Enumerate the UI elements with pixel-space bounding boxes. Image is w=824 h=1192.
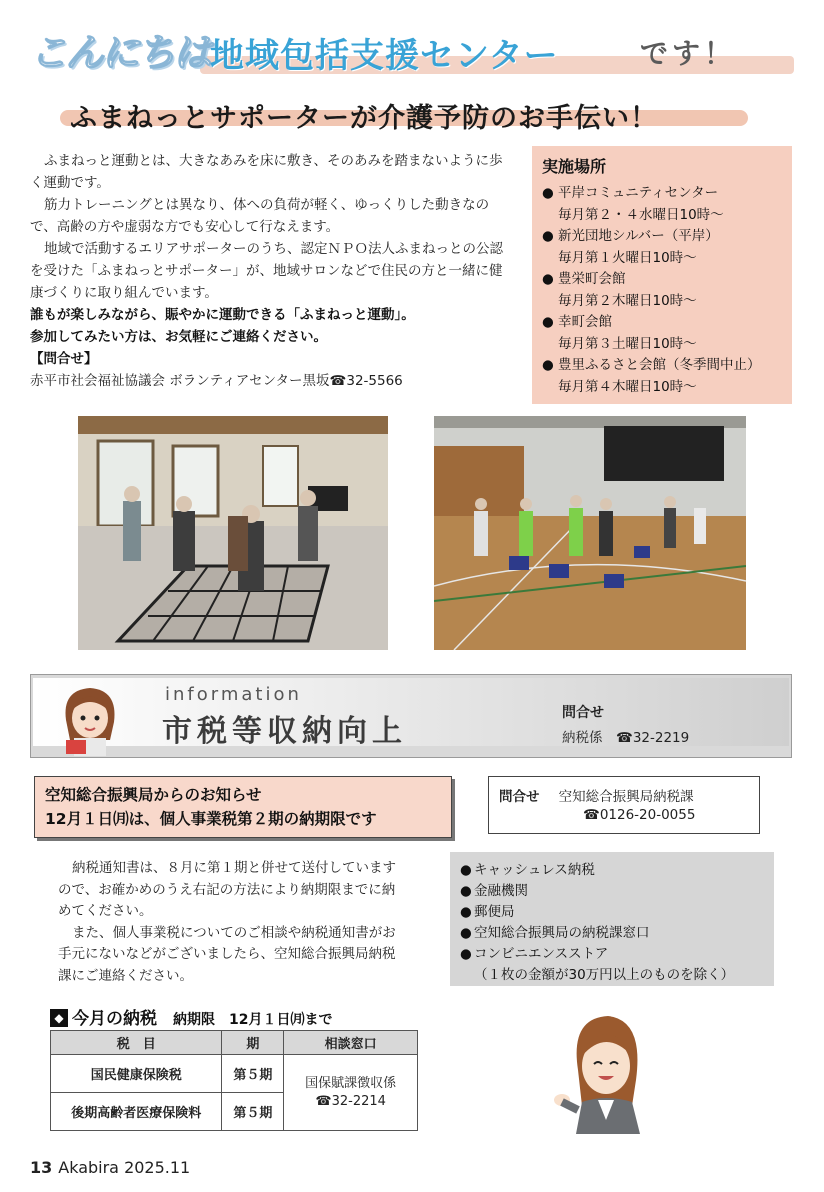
bullet-icon: ● — [460, 925, 472, 941]
info-label: information — [165, 684, 302, 705]
intro-bold-2: 参加してみたい方は、お気軽にご連絡ください。 — [30, 329, 327, 345]
bullet-icon: ● — [460, 904, 472, 920]
header-suffix: です！ — [640, 37, 737, 70]
table-header-row — [51, 1031, 418, 1055]
venue-item — [542, 183, 782, 226]
window-name: 国保賦課徴収係 — [305, 1075, 397, 1091]
header-center-name: 地域包括支援センター — [210, 36, 559, 76]
notice-box — [34, 776, 452, 838]
venue-name: 新光団地シルバー（平岸） — [558, 228, 719, 244]
info-title: 市税等収納向上 — [162, 714, 407, 749]
venue-name: 平岸コミュニティセンター — [558, 185, 719, 201]
venue-schedule: 毎月第４木曜日10時～ — [558, 378, 697, 395]
list-item: ● 金融機関 — [460, 881, 764, 902]
bullet-icon: ● — [542, 271, 554, 287]
venue-title: 実施場所 — [542, 157, 607, 176]
list-item: ● キャッシュレス納税 — [460, 860, 764, 881]
tax-month-heading — [50, 1004, 332, 1029]
venue-item — [542, 312, 782, 355]
table-cell-window — [284, 1055, 418, 1131]
venue-item — [542, 269, 782, 312]
table-cell-period: 第５期 — [222, 1055, 284, 1093]
tax-month-title: 今月の納税 — [72, 1009, 157, 1029]
intro-paragraph-3: 地域で活動するエリアサポーターのうち、認定ＮＰＯ法人ふまねっとの公認を受けた「ふまねっとサポーター」が、地域サロンなどで住民の方と一緒に健康づくりに取り組んでいます。 — [30, 241, 503, 301]
intro-contact-text: 赤平市社会福祉協議会 ボランティアセンター黒坂☎32-5566 — [30, 373, 403, 389]
venue-item — [542, 355, 782, 398]
notice-contact-heading: 問合せ — [499, 789, 540, 805]
payment-methods-note: （１枚の金額が30万円以上のものを除く） — [474, 967, 735, 983]
woman-guide-icon — [548, 1010, 658, 1134]
page-footer — [30, 1158, 190, 1177]
notice-contact-tel: ☎0126-20-0055 — [583, 807, 696, 823]
bullet-icon: ● — [460, 883, 472, 899]
venue-schedule: 毎月第３土曜日10時～ — [558, 335, 697, 352]
venue-schedule: 毎月第１火曜日10時～ — [558, 249, 697, 266]
venue-name: 豊栄町会館 — [558, 271, 626, 287]
notice-body-paragraph-2: また、個人事業税についてのご相談や納税通知書がお手元にないなどがございましたら、空知総合振興局納税課にご連絡ください。 — [58, 924, 396, 984]
window-tel: ☎32-2214 — [315, 1093, 386, 1109]
bullet-icon: ● — [542, 185, 554, 201]
table-cell-period: 第５期 — [222, 1093, 284, 1131]
table-header-period: 期 — [222, 1031, 284, 1055]
table-cell-tax: 国民健康保険税 — [51, 1055, 222, 1093]
tax-month-due: 納期限 12月１日㈪まで — [173, 1012, 333, 1028]
list-item: ● 郵便局 — [460, 902, 764, 923]
woman-character-icon — [58, 680, 122, 756]
list-item: ● コンビニエンスストア — [460, 944, 764, 965]
intro-text — [30, 150, 508, 392]
table-header-tax: 税 目 — [51, 1031, 222, 1055]
venue-name: 豊里ふるさと会館（冬季間中止） — [558, 357, 761, 373]
notice-body — [58, 858, 398, 987]
notice-line-2: 12月１日㈪は、個人事業税第２期の納期限です — [45, 810, 377, 828]
venue-box — [532, 146, 792, 404]
issue-label: Akabira 2025.11 — [58, 1158, 191, 1177]
bullet-icon: ● — [460, 862, 472, 878]
notice-contact-box — [488, 776, 760, 834]
bullet-icon: ● — [460, 946, 472, 962]
tax-table — [50, 1030, 418, 1131]
article-title: ふまねっとサポーターが介護予防のお手伝い！ — [70, 103, 658, 134]
notice-line-1: 空知総合振興局からのお知らせ — [45, 786, 262, 804]
guide-illustration — [548, 1010, 658, 1134]
list-item: ● 空知総合振興局の納税課窓口 — [460, 923, 764, 944]
header-greeting: こんにちは — [30, 31, 211, 75]
photo-gym-illustration — [434, 416, 746, 650]
payment-methods-list — [450, 852, 774, 986]
info-contact-value: 納税係 ☎32-2219 — [562, 730, 690, 746]
notice-body-paragraph-1: 納税通知書は、８月に第１期と併せて送付していますので、お確かめのうえ右記の方法により納期限までに納めてください。 — [58, 860, 396, 919]
info-contact-heading: 問合せ — [562, 705, 604, 721]
photo-gym-exercise — [434, 416, 746, 650]
bullet-icon: ● — [542, 314, 554, 330]
intro-paragraph-2: 筋力トレーニングとは異なり、体への負荷が軽く、ゆっくりした動きなので、高齢の方や虚弱な方でも安心して行なえます。 — [30, 197, 490, 235]
table-cell-tax: 後期高齢者医療保険料 — [51, 1093, 222, 1131]
table-header-window: 相談窓口 — [284, 1031, 418, 1055]
photo-indoor-illustration — [78, 416, 388, 650]
info-mascot — [58, 680, 122, 756]
bullet-icon: ● — [542, 357, 554, 373]
intro-bold-1: 誰もが楽しみながら、賑やかに運動できる「ふまねっと運動」。 — [30, 307, 415, 323]
bullet-icon: ● — [542, 228, 554, 244]
table-row — [51, 1055, 418, 1093]
intro-contact-label: 【問合せ】 — [30, 351, 98, 367]
notice-contact-org: 空知総合振興局納税課 — [558, 789, 694, 805]
photo-indoor-exercise — [78, 416, 388, 650]
venue-schedule: 毎月第２・４水曜日10時～ — [558, 206, 724, 223]
venue-item — [542, 226, 782, 269]
page-number: 13 — [30, 1158, 53, 1177]
venue-schedule: 毎月第２木曜日10時～ — [558, 292, 697, 309]
diamond-icon: ◆ — [50, 1009, 68, 1027]
venue-name: 幸町会館 — [558, 314, 612, 330]
intro-paragraph-1: ふまねっと運動とは、大きなあみを床に敷き、そのあみを踏まないように歩く運動です。 — [30, 153, 503, 191]
